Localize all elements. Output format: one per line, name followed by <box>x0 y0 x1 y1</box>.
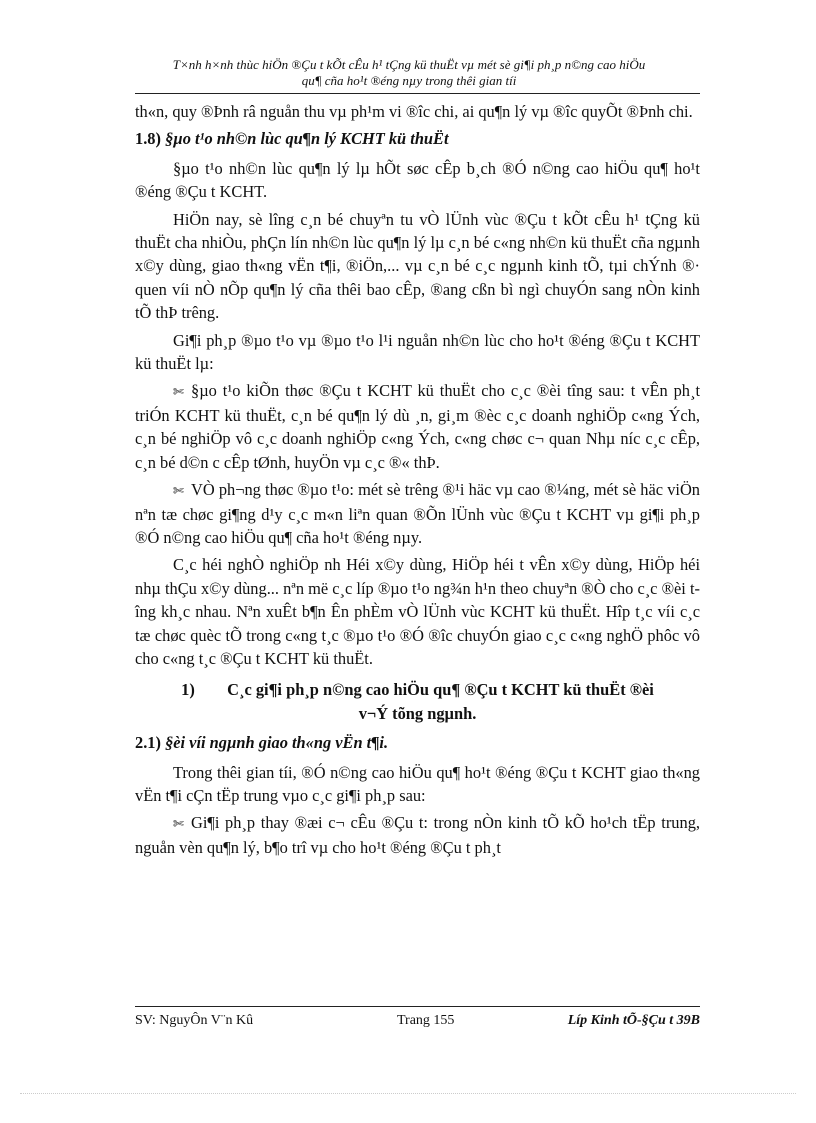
header-rule <box>135 93 700 94</box>
paragraph: HiÖn nay, sè lîng c¸n bé chuyªn tu vÒ lÜnh vùc ®Çu t kÕt cÊu h¹ tÇng kü thuËt cha nhiÒu, phÇn lín nh©n lùc qu¶n lý lµ c¸n bé c«ng nh©n kü thuËt cña ngµnh x©y dùng, giao th«ng vËn t¶i, ®iÖn,... vµ c¸n bé c¸c ngµnh kinh tÕ, tµi chÝnh ®· quen víi nÒ nÕp qu¶n lý cña thêi bao cÊp, ®ang cßn bì ngì chuyÓn sang nÒn kinh tÕ thÞ trêng. <box>135 209 700 323</box>
bullet-item <box>135 478 700 549</box>
heading-text-line-1: C¸c gi¶i ph¸p n©ng cao hiÖu qu¶ ®Çu t KCHT kü thuËt ®èi <box>227 680 654 700</box>
bullet-text: VÒ ph¬ng thøc ®µo t¹o: mét sè trêng ®¹i häc vµ cao ®¼ng, mét sè häc viÖn nªn tæ chøc gi¶ng d¹y c¸c m«n liªn quan ®Õn lÜnh vùc ®Çu t KCHT vµ gi¶i ph¸p ®Ó n©ng cao hiÖu qu¶ cña ho¹t ®éng nµy. <box>135 480 700 547</box>
page-edge-divider <box>20 1093 796 1094</box>
bullet-item <box>135 811 700 859</box>
section-heading-1 <box>135 678 700 725</box>
footer-author: SV: NguyÔn V¨n Kû <box>135 1013 254 1028</box>
footer-page-number: Trang 155 <box>397 1013 455 1028</box>
document-body <box>135 100 700 863</box>
heading-text-line-2: v¬Ý tõng ngµnh. <box>358 703 477 723</box>
running-header <box>118 57 700 89</box>
paragraph-continuation: th«n, quy ®Þnh râ nguån thu vµ ph¹m vi ®îc chi, ai qu¶n lý vµ ®îc quyÕt ®Þnh chi. <box>135 102 693 121</box>
bullet-text: Gi¶i ph¸p thay ®æi c¬ cÊu ®Çu t: trong nÒn kinh tÕ kÕ ho¹ch tËp trung, nguån vèn qu¶n lý, b¶o trî vµ cho ho¹t ®éng ®Çu t ph¸t <box>135 813 700 857</box>
scissors-icon: ✄ <box>173 816 184 832</box>
scissors-icon: ✄ <box>173 384 184 400</box>
page-footer <box>135 1013 700 1033</box>
footer-rule <box>135 1006 700 1007</box>
bullet-item <box>135 379 700 474</box>
paragraph: §µo t¹o nh©n lùc qu¶n lý lµ hÕt søc cÊp b¸ch ®Ó n©ng cao hiÖu qu¶ ho¹t ®éng ®Çu t KCHT. <box>135 158 700 202</box>
heading-text: §µo t¹o nh©n lùc qu¶n lý KCHT kü thuËt <box>165 129 449 149</box>
section-heading-1-8 <box>135 127 700 150</box>
heading-number: 2.1) <box>135 733 161 753</box>
header-line-1: T×nh h×nh thùc hiÖn ®Çu t kÕt cÊu h¹ tÇng kü thuËt vµ mét sè gi¶i ph¸p n©ng cao hiÖu <box>172 57 646 72</box>
scissors-icon: ✄ <box>173 483 184 499</box>
section-heading-2-1 <box>135 731 700 754</box>
header-line-2: qu¶ cña ho¹t ®éng nµy trong thêi gian tíi <box>301 73 517 88</box>
paragraph: Gi¶i ph¸p ®µo t¹o vµ ®µo t¹o l¹i nguån nh©n lùc cho ho¹t ®éng ®Çu t KCHT kü thuËt lµ: <box>135 330 700 374</box>
paragraph: C¸c héi nghÒ nghiÖp nh Héi x©y dùng, HiÖp héi t vÊn x©y dùng, HiÖp héi nhµ thÇu x©y dùng... nªn më c¸c líp ®µo t¹o ng¾n h¹n theo chuyªn ®Ò cho c¸c ®èi tîng kh¸c nhau. Nªn xuÊt b¶n Ên phÈm vÒ lÜnh vùc KCHT kü thuËt. Hîp t¸c víi c¸c tæ chøc quèc tÕ trong c«ng t¸c ®µo t¹o ®Ó ®îc chuyÓn giao c¸c c«ng nghÖ phôc vô cho c«ng t¸c ®Çu t KCHT kü thuËt. <box>135 555 700 668</box>
heading-number: 1.8) <box>135 129 161 149</box>
bullet-text: §µo t¹o kiÕn thøc ®Çu t KCHT kü thuËt cho c¸c ®èi tîng sau: t vÊn ph¸t triÓn KCHT kü thuËt, c¸n bé qu¶n lý dù ¸n, gi¸m ®èc c¸c doanh nghiÖp c«ng Ých, c¸n bé nghiÖp vô c¸c doanh nghiÖp c«ng Ých, c«ng chøc c¬ quan Nhµ níc c¸c cÊp, c¸n bé d©n c cÊp tØnh, huyÖn vµ c¸c ®« thÞ. <box>135 381 700 472</box>
footer-class: Líp Kinh tÕ-§Çu t 39B <box>567 1013 700 1028</box>
heading-number: 1) <box>181 680 195 700</box>
heading-text: §èi víi ngµnh giao th«ng vËn t¶i. <box>165 733 389 753</box>
paragraph: Trong thêi gian tíi, ®Ó n©ng cao hiÖu qu¶ ho¹t ®éng ®Çu t KCHT giao th«ng vËn t¶i cÇn tËp trung vµo c¸c gi¶i ph¸p sau: <box>135 762 700 805</box>
